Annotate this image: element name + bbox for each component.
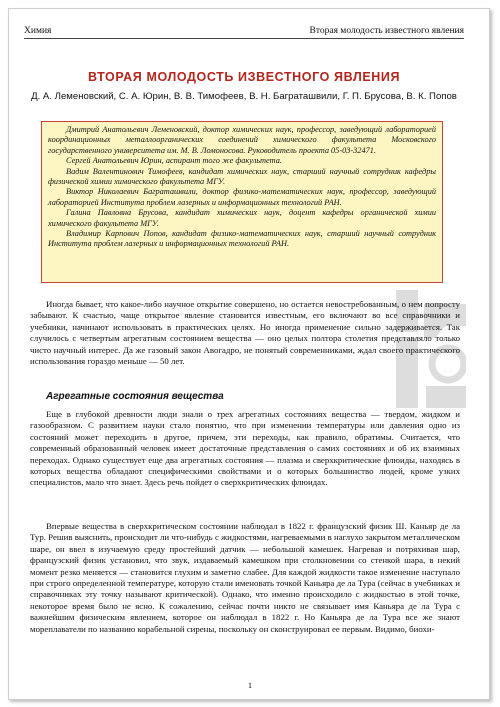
author-info-item: Галина Павловна Брусова, кандидат химических наук, доцент кафедры органической химии химического факультета МГУ. <box>48 208 436 228</box>
paragraph-text: Впервые вещества в сверхкритическом состоянии наблюдал в 1822 г. французский физик Ш. Каньяр де ла Тур. Решив выяснить, происходит ли что-нибудь с жидкостями, нагреваемыми в наглухо закрытом металлическом шаре, он ввел в изучаемую среду простейший датчик — небольшой камешек. Нагревая и потряхивая шар, французский физик установил, что звук, издаваемый камешком при столкновении со стенкой шара, в некий момент резко меняется — становится глухим и заметно слабее. Для каждой жидкости такое изменение наступало при строго определенной температуре, которую стали именовать точкой Каньяра де ла Тура (сейчас в учебниках и справочниках эту точку называют критической). Однако, что именно происходило с жидкостью в этой точке, некоторое время было не ясно. К сожалению, сейчас почти никто не связывает имя Каньяра де ла Тура с важнейшим физическим явлением, которое он наблюдал в 1822 г. Но Каньяра де ла Тура все же знают мореплаватели по названию корабельной сирены, поскольку он сконструировал ее первым. Видимо, биохи- <box>30 521 460 634</box>
paragraph-text: Еще в глубокой древности люди знали о трех агрегатных состояниях вещества — твердом, жидком и газообразном. С развитием науки стало понятно, что при изменении температуры или давления одно из состояний может переходить в другое, причем, эти переходы, как правило, обратимы. Считается, что современный образованный человек имеет достаточные представления о самих состояниях и об их взаимных переходах. Однако существует еще два агрегатных состояния — плазма и сверхкритические флюиды, находясь в которых вещества обладают специфическими свойствами и о которых большинство людей, кроме узких специалистов, мало что знает. Здесь речь пойдет о сверхкритических флюидах. <box>30 409 460 488</box>
header-section: Химия <box>24 26 52 36</box>
author-info-item: Владимир Карпович Попов, кандидат физико-математических наук, старший научный сотрудник Института проблем лазерных и информационных технологий РАН. <box>48 229 436 249</box>
body-paragraph-2 <box>30 521 460 635</box>
body-paragraph-1 <box>30 409 460 489</box>
author-info-item: Дмитрий Анатольевич Леменовский, доктор химических наук, профессор, заведующий лабораторией координационных металлоорганических соединений химического факультета Московского государственного университета им. М. В. Ломоносова. Руководитель проекта 05-03-32471. <box>48 125 436 155</box>
intro-text: Иногда бывает, что какое-либо научное открытие совершено, но остается невостребованным, о нем попросту забывают. К счастью, чаще открытое явление становится известным, его включают во все справочники и учебники, начинают использовать в практических целях. Но иногда применение сильно задерживается. Так случилось с четвертым агрегатным состоянием вещества — оно целых полтора столетия представляло только чисто научный интерес. Да же газовый закон Авогадро, не понятый современниками, ждал своего практического использования гораздо меньше — 50 лет. <box>30 299 460 367</box>
author-info-box <box>41 121 443 283</box>
running-header <box>24 26 464 39</box>
author-info-item: Виктор Николаевич Баграташвили, доктор физико-математических наук, профессор, заведующий лабораторией Института проблем лазерных и информационных технологий РАН. <box>48 187 436 207</box>
author-info-item: Сергей Анатольевич Юрин, аспирант того же факультета. <box>66 156 282 166</box>
section-heading: Агрегатные состояния вещества <box>46 391 224 402</box>
header-article-title: Вторая молодость известного явления <box>309 26 464 36</box>
article-title: ВТОРАЯ МОЛОДОСТЬ ИЗВЕСТНОГО ЯВЛЕНИЯ <box>87 70 401 84</box>
page-number: 1 <box>247 680 253 690</box>
authors-line: Д. А. Леменовский, С. А. Юрин, В. В. Тимофеев, В. Н. Баграташвили, Г. П. Брусова, В. К. Попов <box>31 91 457 102</box>
intro-paragraph <box>30 299 460 367</box>
author-info-item: Вадим Валентинович Тимофеев, кандидат химических наук, старший научный сотрудник кафедры физической химии химического факультета МГУ. <box>48 166 436 187</box>
